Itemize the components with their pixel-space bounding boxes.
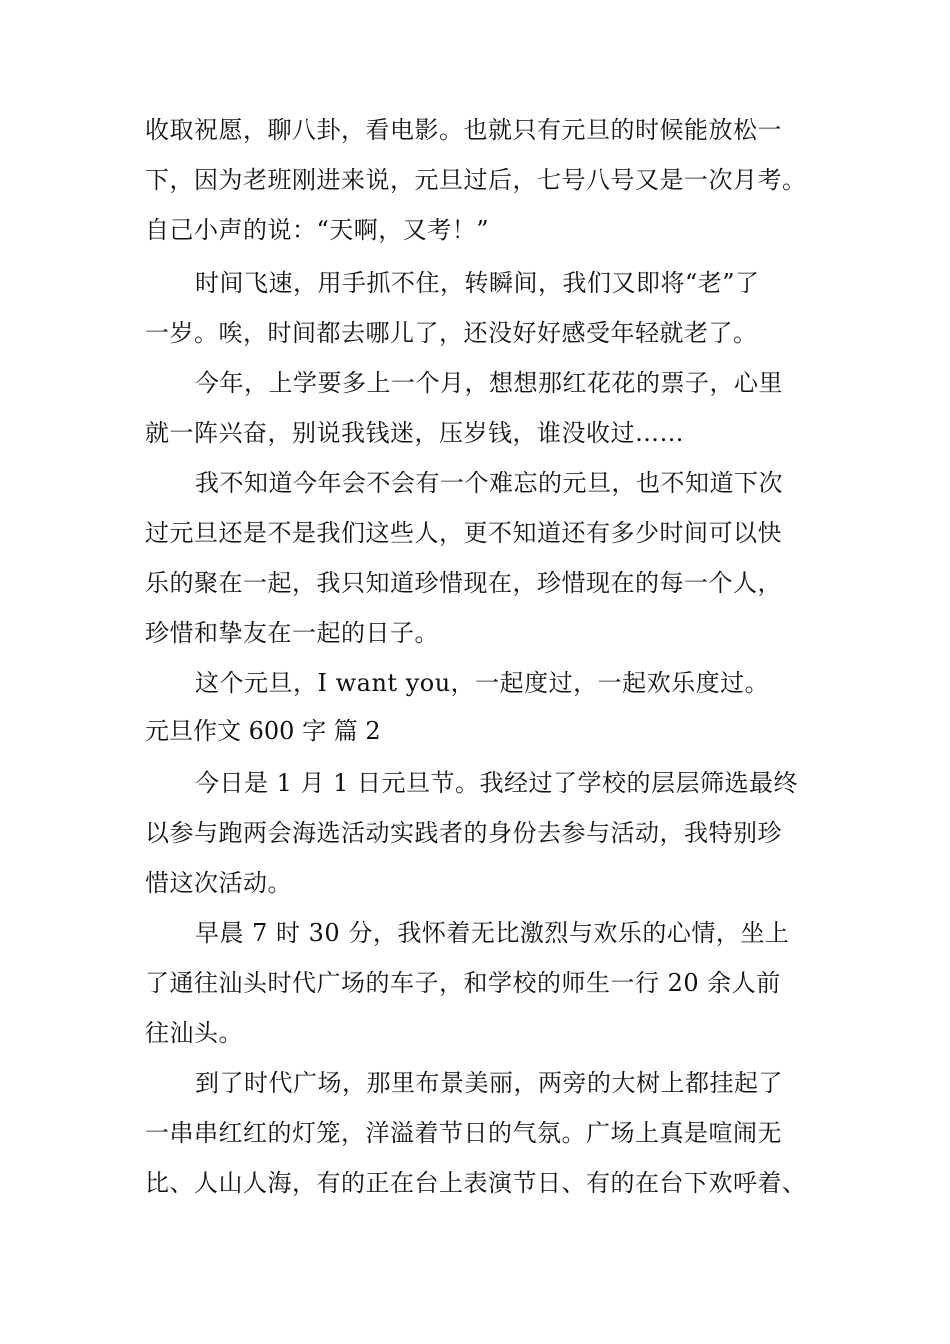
text-line: 往汕头。 <box>145 1019 243 1047</box>
text-line: 就一阵兴奋，别说我钱迷，压岁钱，谁没收过…… <box>145 419 684 447</box>
text-line: 收取祝愿，聊八卦，看电影。也就只有元旦的时候能放松一 <box>145 116 782 144</box>
text-line: 珍惜和挚友在一起的日子。 <box>145 619 439 647</box>
text-line: 自己小声的说：“天啊，又考！” <box>145 216 490 244</box>
paragraph-start: 早晨 7 时 30 分，我怀着无比激烈与欢乐的心情，坐上 <box>195 919 790 947</box>
paragraph-start: 今日是 1 月 1 日元旦节。我经过了学校的层层筛选最终 <box>195 769 799 797</box>
text-line: 乐的聚在一起，我只知道珍惜现在，珍惜现在的每一个人， <box>145 569 782 597</box>
paragraph-start: 时间飞速，用手抓不住，转瞬间，我们又即将“老”了 <box>195 269 760 297</box>
text-line: 比、人山人海，有的正在台上表演节日、有的在台下欢呼着、 <box>145 1169 807 1197</box>
text-line: 以参与跑两会海选活动实践者的身份去参与活动，我特别珍 <box>145 819 782 847</box>
text-line: 一岁。唉，时间都去哪儿了，还没好好感受年轻就老了。 <box>145 319 758 347</box>
text-line: 了通往汕头时代广场的车子，和学校的师生一行 20 余人前 <box>145 969 781 997</box>
text-line: 过元旦还是不是我们这些人，更不知道还有多少时间可以快 <box>145 519 782 547</box>
text-line: 惜这次活动。 <box>145 869 292 897</box>
paragraph-start: 到了时代广场，那里布景美丽，两旁的大树上都挂起了 <box>195 1069 783 1097</box>
section-heading: 元旦作文 600 字 篇 2 <box>145 717 381 745</box>
text-line: 下，因为老班刚进来说，元旦过后，七号八号又是一次月考。 <box>145 166 807 194</box>
text-line: 一串串红红的灯笼，洋溢着节日的气氛。广场上真是喧闹无 <box>145 1119 782 1147</box>
paragraph-start: 我不知道今年会不会有一个难忘的元旦，也不知道下次 <box>195 469 783 497</box>
paragraph-start: 这个元旦，I want you，一起度过，一起欢乐度过。 <box>195 669 770 697</box>
paragraph-start: 今年，上学要多上一个月，想想那红花花的票子，心里 <box>195 369 783 397</box>
